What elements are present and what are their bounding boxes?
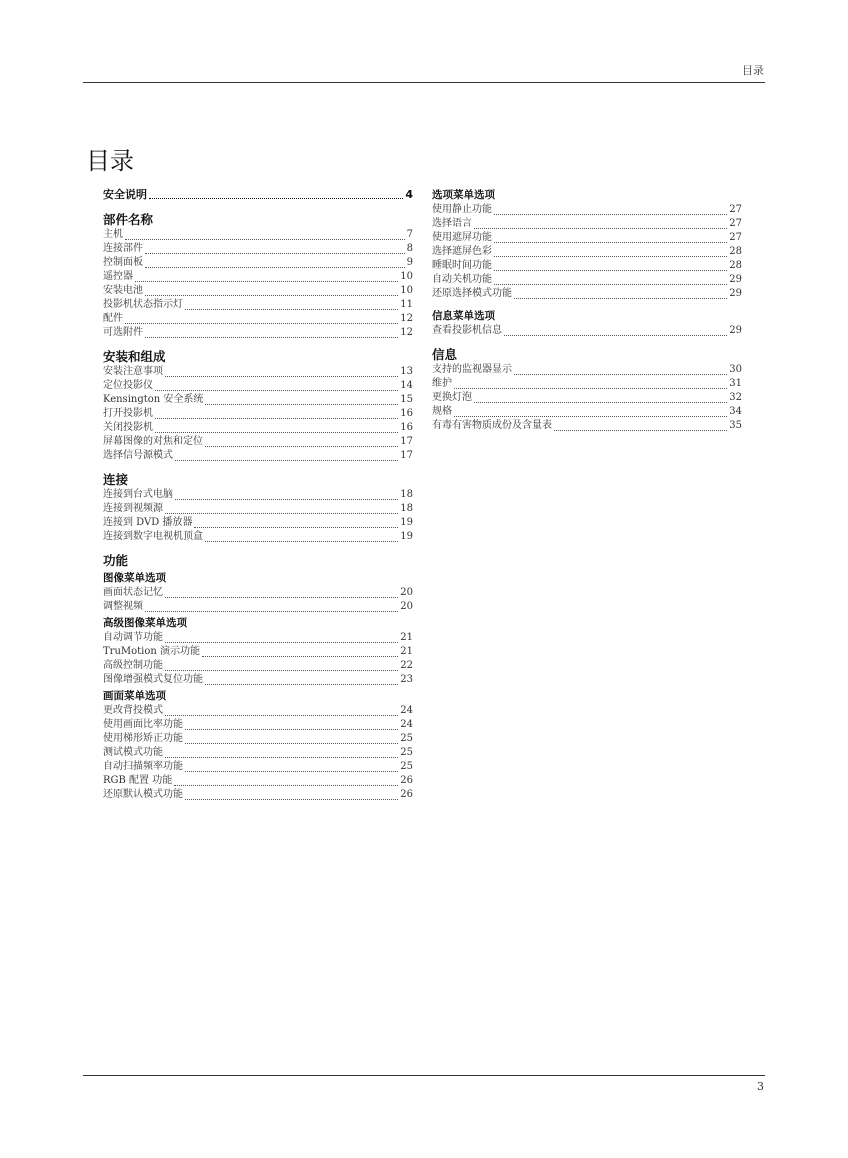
toc-entry-title: 使用画面比率功能 [103,719,183,730]
toc-entry[interactable] [103,393,413,407]
toc-entry-title: 打开投影机 [103,408,153,419]
toc-entry-title: 更换灯泡 [432,392,472,403]
toc-entry-page: 24 [400,705,413,716]
dot-leader [504,325,727,336]
dot-leader [175,450,398,461]
toc-entry-page: 29 [729,288,742,299]
toc-subsection-heading: 画面菜单选项 [103,690,166,702]
toc-entry-page: 20 [400,601,413,612]
dot-leader [205,531,398,542]
toc-entry[interactable] [432,377,742,391]
toc-entry-title: 配件 [103,313,123,324]
toc-section-heading: 功能 [103,553,129,568]
toc-entry-title: 选择遮屏色彩 [432,246,492,257]
toc-entry-title: RGB 配置 功能 [103,775,173,786]
toc-entry-page: 21 [400,646,413,657]
toc-entry-title: 自动扫描频率功能 [103,761,183,772]
toc-entry[interactable] [103,421,413,435]
toc-entry-title: 投影机状态指示灯 [103,299,183,310]
toc-entry-page: 12 [400,327,413,338]
toc-entry-title: 控制面板 [103,257,143,268]
toc-entry-page: 25 [400,733,413,744]
toc-entry-page: 27 [729,204,742,215]
toc-entry[interactable] [103,586,413,600]
toc-entry-title: 连接到 DVD 播放器 [103,517,193,528]
toc-entry[interactable] [103,298,413,312]
toc-entry-page: 28 [729,246,742,257]
toc-entry-title: 连接到视频源 [103,503,163,514]
page-number: 3 [757,1080,764,1093]
toc-entry[interactable] [103,516,413,530]
dot-leader [474,392,727,403]
toc-entry-page: 26 [400,775,413,786]
toc-entry-page: 35 [729,420,742,431]
toc-entry[interactable] [103,228,413,242]
page-title: 目录 [86,147,134,175]
dot-leader [135,271,398,282]
dot-leader [155,408,398,419]
toc-entry-title: TruMotion 演示功能 [103,646,201,657]
toc-entry[interactable] [432,419,742,433]
dot-leader [165,503,398,514]
toc-entry-title: 关闭投影机 [103,422,153,433]
dot-leader [194,517,398,528]
toc-entry[interactable] [432,245,742,259]
dot-leader [514,288,727,299]
toc-entry[interactable] [103,502,413,516]
toc-entry-page: 23 [400,674,413,685]
toc-entry-title: 测试模式功能 [103,747,163,758]
toc-entry[interactable] [103,270,413,284]
toc-entry[interactable] [103,746,413,760]
toc-entry-page: 21 [400,632,413,643]
toc-entry-title: 使用遮屏功能 [432,232,492,243]
toc-entry-title: 使用静止功能 [432,204,492,215]
toc-entry-page: 16 [400,422,413,433]
toc-entry-title: 连接到台式电脑 [103,489,173,500]
toc-entry-page: 13 [400,366,413,377]
toc-entry-page: 18 [400,503,413,514]
toc-entry[interactable] [432,203,742,217]
toc-section-heading: 部件名称 [103,212,154,227]
toc-entry[interactable] [432,324,742,338]
dot-leader [185,719,398,730]
toc-right-column [432,186,742,441]
dot-leader [185,299,398,310]
toc-entry-page: 15 [400,394,413,405]
toc-section-heading: 连接 [103,472,129,487]
toc-entry[interactable] [103,718,413,732]
toc-entry-page: 18 [400,489,413,500]
toc-entry[interactable] [103,312,413,326]
toc-entry[interactable] [103,407,413,421]
toc-entry-title: 选择语言 [432,218,472,229]
toc-subsection-heading: 选项菜单选项 [432,189,495,201]
dot-leader [165,366,398,377]
toc-entry[interactable] [432,231,742,245]
toc-entry-page: 19 [400,517,413,528]
toc-entry-title: 睡眠时间功能 [432,260,492,271]
toc-entry-title: 查看投影机信息 [432,325,502,336]
toc-entry-title: 安全说明 [103,188,147,201]
toc-entry-title: 可选附件 [103,327,143,338]
dot-leader [175,489,398,500]
dot-leader [165,632,398,643]
dot-leader [494,232,727,243]
dot-leader [554,420,727,431]
toc-section [103,211,413,340]
toc-entry-page: 16 [400,408,413,419]
toc-entry-page: 22 [400,660,413,671]
toc-entry[interactable] [103,645,413,659]
toc-entry[interactable] [103,732,413,746]
toc-entry-page: 17 [400,450,413,461]
toc-entry-title: 安装电池 [103,285,143,296]
toc-entry-title: 使用梯形矫正功能 [103,733,183,744]
toc-entry-page: 28 [729,260,742,271]
toc-entry-title: 支持的监视器显示 [432,364,512,375]
toc-entry-page: 24 [400,719,413,730]
toc-entry[interactable] [103,242,413,256]
toc-entry-title: 更改背投模式 [103,705,163,716]
toc-entry[interactable] [103,488,413,502]
toc-entry[interactable] [103,186,413,203]
toc-entry-page: 30 [729,364,742,375]
toc-left-column [103,186,413,810]
dot-leader [145,285,398,296]
toc-entry[interactable] [103,530,413,544]
toc-entry-page: 32 [729,392,742,403]
toc-entry-page: 27 [729,232,742,243]
toc-entry[interactable] [103,600,413,614]
toc-entry-title: 自动关机功能 [432,274,492,285]
toc-entry[interactable] [103,774,413,788]
toc-entry[interactable] [432,273,742,287]
toc-entry-page: 34 [729,406,742,417]
toc-section [432,188,742,301]
dot-leader [185,789,398,800]
toc-entry-page: 17 [400,436,413,447]
toc-section [103,348,413,463]
toc-entry-page: 7 [406,229,413,240]
dot-leader [202,646,398,657]
dot-leader [125,229,405,240]
dot-leader [145,601,398,612]
toc-entry-title: 屏幕图像的对焦和定位 [103,436,203,447]
dot-leader [165,660,398,671]
toc-section-heading: 信息 [432,347,458,362]
toc-entry-title: 遥控器 [103,271,133,282]
dot-leader [494,246,727,257]
toc-entry-title: 规格 [432,406,452,417]
toc-entry[interactable] [103,631,413,645]
dot-leader [155,380,398,391]
dot-leader [205,436,398,447]
toc-entry[interactable] [432,363,742,377]
toc-entry-page: 8 [406,243,413,254]
toc-entry[interactable] [103,704,413,718]
toc-entry[interactable] [103,449,413,463]
dot-leader [474,218,727,229]
dot-leader [145,327,398,338]
toc-entry-title: 调整视频 [103,601,143,612]
toc-entry[interactable] [103,435,413,449]
running-header: 目录 [742,64,764,77]
toc-section [432,309,742,338]
dot-leader [494,274,727,285]
toc-subsection-heading: 高级图像菜单选项 [103,617,187,629]
toc-entry[interactable] [432,259,742,273]
toc-entry-title: 有毒有害物质成份及含量表 [432,420,552,431]
dot-leader [205,394,398,405]
toc-entry-page: 14 [400,380,413,391]
dot-leader [185,733,398,744]
toc-entry[interactable] [103,326,413,340]
toc-entry[interactable] [103,379,413,393]
toc-entry-title: 维护 [432,378,452,389]
dot-leader [145,243,405,254]
toc-entry-title: 选择信号源模式 [103,450,173,461]
toc-entry[interactable] [432,217,742,231]
footer-rule [83,1075,765,1076]
toc-entry-title: 还原选择模式功能 [432,288,512,299]
dot-leader [165,587,398,598]
dot-leader [205,674,398,685]
toc-entry-title: 自动调节功能 [103,632,163,643]
toc-section [432,346,742,433]
toc-entry-page: 11 [400,299,413,310]
toc-entry-page: 19 [400,531,413,542]
toc-entry-page: 20 [400,587,413,598]
toc-entry-title: 画面状态记忆 [103,587,163,598]
toc-entry[interactable] [103,788,413,802]
toc-entry-page: 25 [400,747,413,758]
toc-entry-title: 连接部件 [103,243,143,254]
toc-entry[interactable] [432,287,742,301]
dot-leader [494,260,727,271]
toc-entry-page: 25 [400,761,413,772]
dot-leader [165,705,398,716]
dot-leader [494,204,727,215]
dot-leader [149,188,403,199]
toc-entry-title: 主机 [103,229,123,240]
toc-entry-page: 26 [400,789,413,800]
toc-entry[interactable] [103,659,413,673]
toc-entry-title: 安装注意事项 [103,366,163,377]
toc-entry[interactable] [103,284,413,298]
toc-entry-page: 10 [400,271,413,282]
dot-leader [155,422,398,433]
dot-leader [454,406,727,417]
toc-subsection-heading: 信息菜单选项 [432,310,495,322]
dot-leader [165,747,398,758]
toc-entry-title: Kensington 安全系统 [103,394,204,405]
toc-entry-title: 定位投影仪 [103,380,153,391]
toc-entry-page: 27 [729,218,742,229]
toc-entry-page: 12 [400,313,413,324]
toc-entry[interactable] [432,405,742,419]
dot-leader [454,378,727,389]
toc-entry-page: 9 [406,257,413,268]
dot-leader [145,257,405,268]
toc-entry[interactable] [432,391,742,405]
dot-leader [185,761,398,772]
toc-section-heading: 安装和组成 [103,349,166,364]
dot-leader [514,364,727,375]
toc-entry-title: 高级控制功能 [103,660,163,671]
toc-entry[interactable] [103,673,413,687]
toc-entry-title: 还原默认模式功能 [103,789,183,800]
toc-entry-page: 29 [729,325,742,336]
dot-leader [125,313,398,324]
toc-entry-title: 图像增强模式复位功能 [103,674,203,685]
toc-subsection-heading: 图像菜单选项 [103,572,166,584]
dot-leader [174,775,398,786]
header-rule [83,82,765,83]
toc-section [103,471,413,544]
toc-section [103,552,413,802]
toc-entry-page: 10 [400,285,413,296]
toc-entry-title: 连接到数字电视机顶盒 [103,531,203,542]
toc-entry-page: 31 [729,378,742,389]
toc-entry-page: 4 [405,188,413,201]
toc-entry-page: 29 [729,274,742,285]
toc-entry[interactable] [103,760,413,774]
toc-entry[interactable] [103,256,413,270]
toc-entry[interactable] [103,365,413,379]
toc-section [103,186,413,203]
